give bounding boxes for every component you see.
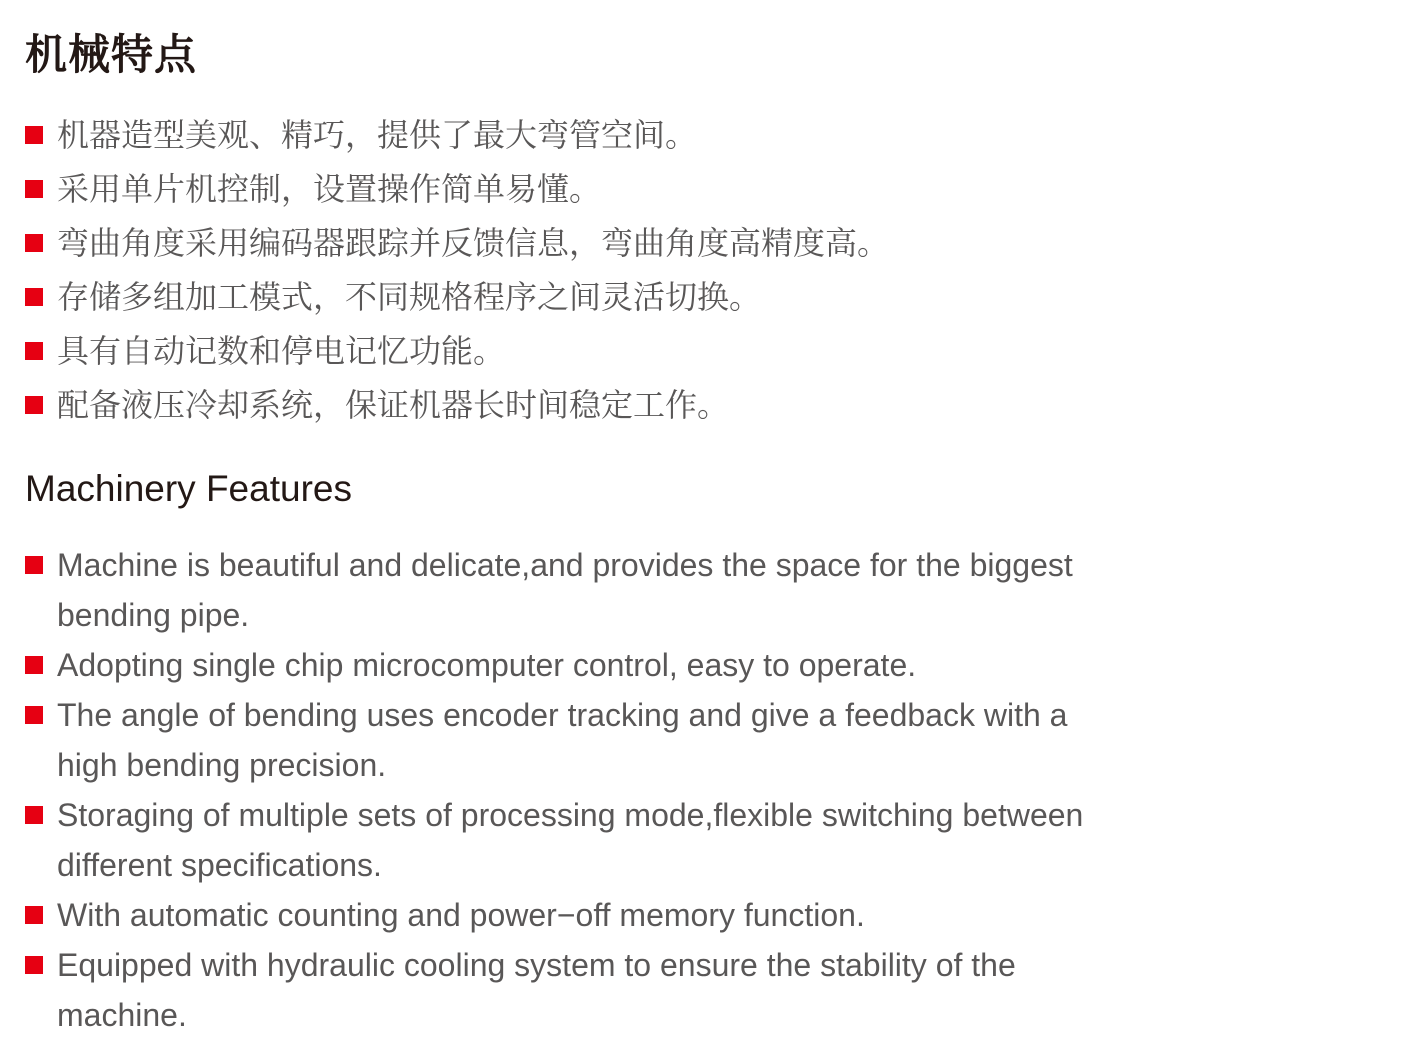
- list-item: [25, 108, 1361, 162]
- bullet-square-icon: [25, 656, 43, 674]
- bullet-text: Equipped with hydraulic cooling system to ensure the stability of the machine.: [57, 947, 1016, 1033]
- bullet-square-icon: [25, 706, 43, 724]
- list-item: [25, 690, 1361, 790]
- english-bullet-list: [25, 540, 1361, 1040]
- bullet-text: The angle of bending uses encoder tracking and give a feedback with a high bending precision.: [57, 697, 1068, 783]
- bullet-text: 配备液压冷却系统，保证机器长时间稳定工作。: [57, 387, 730, 423]
- bullet-square-icon: [25, 234, 43, 252]
- bullet-square-icon: [25, 396, 43, 414]
- bullet-square-icon: [25, 342, 43, 360]
- chinese-section-title: 机械特点: [25, 31, 198, 78]
- list-item: [25, 162, 1361, 216]
- list-item: [25, 216, 1361, 270]
- chinese-bullet-list: [25, 108, 1361, 432]
- list-item: [25, 640, 1361, 690]
- list-item: [25, 540, 1361, 640]
- english-section-title: Machinery Features: [25, 468, 352, 509]
- bullet-square-icon: [25, 180, 43, 198]
- bullet-text: 弯曲角度采用编码器跟踪并反馈信息，弯曲角度高精度高。: [57, 225, 890, 261]
- bullet-text: 采用单片机控制，设置操作简单易懂。: [57, 171, 602, 207]
- bullet-text: Storaging of multiple sets of processing mode,flexible switching between different specifications.: [57, 797, 1084, 883]
- bullet-text: 机器造型美观、精巧，提供了最大弯管空间。: [57, 117, 698, 153]
- bullet-text: Machine is beautiful and delicate,and provides the space for the biggest bending pipe.: [57, 547, 1073, 633]
- bullet-square-icon: [25, 956, 43, 974]
- bullet-text: 具有自动记数和停电记忆功能。: [57, 333, 506, 369]
- bullet-square-icon: [25, 288, 43, 306]
- list-item: [25, 890, 1361, 940]
- bullet-text: With automatic counting and power−off memory function.: [57, 897, 865, 933]
- bullet-text: 存储多组加工模式，不同规格程序之间灵活切换。: [57, 279, 762, 315]
- list-item: [25, 790, 1361, 890]
- bullet-square-icon: [25, 906, 43, 924]
- list-item: [25, 940, 1361, 1040]
- bullet-square-icon: [25, 556, 43, 574]
- bullet-square-icon: [25, 806, 43, 824]
- list-item: [25, 378, 1361, 432]
- list-item: [25, 324, 1361, 378]
- bullet-text: Adopting single chip microcomputer control, easy to operate.: [57, 647, 917, 683]
- list-item: [25, 270, 1361, 324]
- bullet-square-icon: [25, 126, 43, 144]
